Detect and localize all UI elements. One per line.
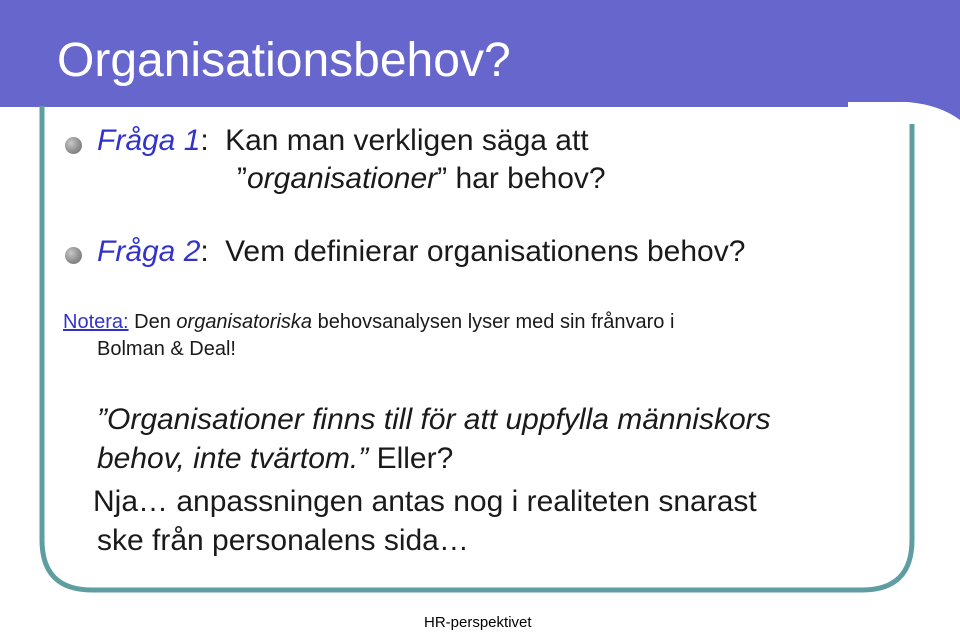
question-1-rest: har behov? — [447, 162, 606, 195]
quote-line1: ”Organisationer finns till för att uppfylla människors — [97, 403, 771, 436]
note-pre: Den — [128, 311, 177, 333]
question-1-text: Kan man verkligen säga att — [225, 124, 589, 157]
question-1 — [97, 123, 589, 159]
close-quote: ” — [437, 162, 448, 195]
question-2-text: Vem definierar organisationens behov? — [225, 235, 746, 268]
title-underline — [0, 102, 848, 107]
footer-text: HR-perspektivet — [424, 614, 532, 631]
quote-line2-italic: behov, inte tvärtom.” — [97, 442, 369, 475]
note-label: Notera: — [63, 311, 129, 333]
question-1-italic: organisationer — [247, 162, 438, 195]
question-2 — [97, 234, 745, 270]
note-italic: organisatoriska — [176, 311, 313, 333]
quote-line2-rest: Eller? — [368, 442, 454, 475]
quote-line2 — [97, 441, 453, 477]
note — [63, 309, 674, 335]
bullet-icon — [65, 247, 82, 264]
bullet-icon — [65, 137, 82, 154]
open-quote: ” — [237, 162, 247, 195]
question-2-label: Fråga 2 — [97, 235, 201, 268]
question-2-colon: : — [200, 235, 209, 268]
quote-line4: ske från personalens sida… — [97, 524, 469, 557]
quote-line3: Nja… anpassningen antas nog i realiteten snarast — [93, 485, 757, 518]
question-1-label: Fråga 1 — [97, 124, 201, 157]
page-title: Organisationsbehov? — [57, 34, 511, 87]
note-line2: Bolman & Deal! — [97, 338, 236, 360]
note-post: behovsanalysen lyser med sin frånvaro i — [312, 311, 675, 333]
question-1-colon: : — [200, 124, 209, 157]
question-1-line2 — [237, 161, 606, 197]
